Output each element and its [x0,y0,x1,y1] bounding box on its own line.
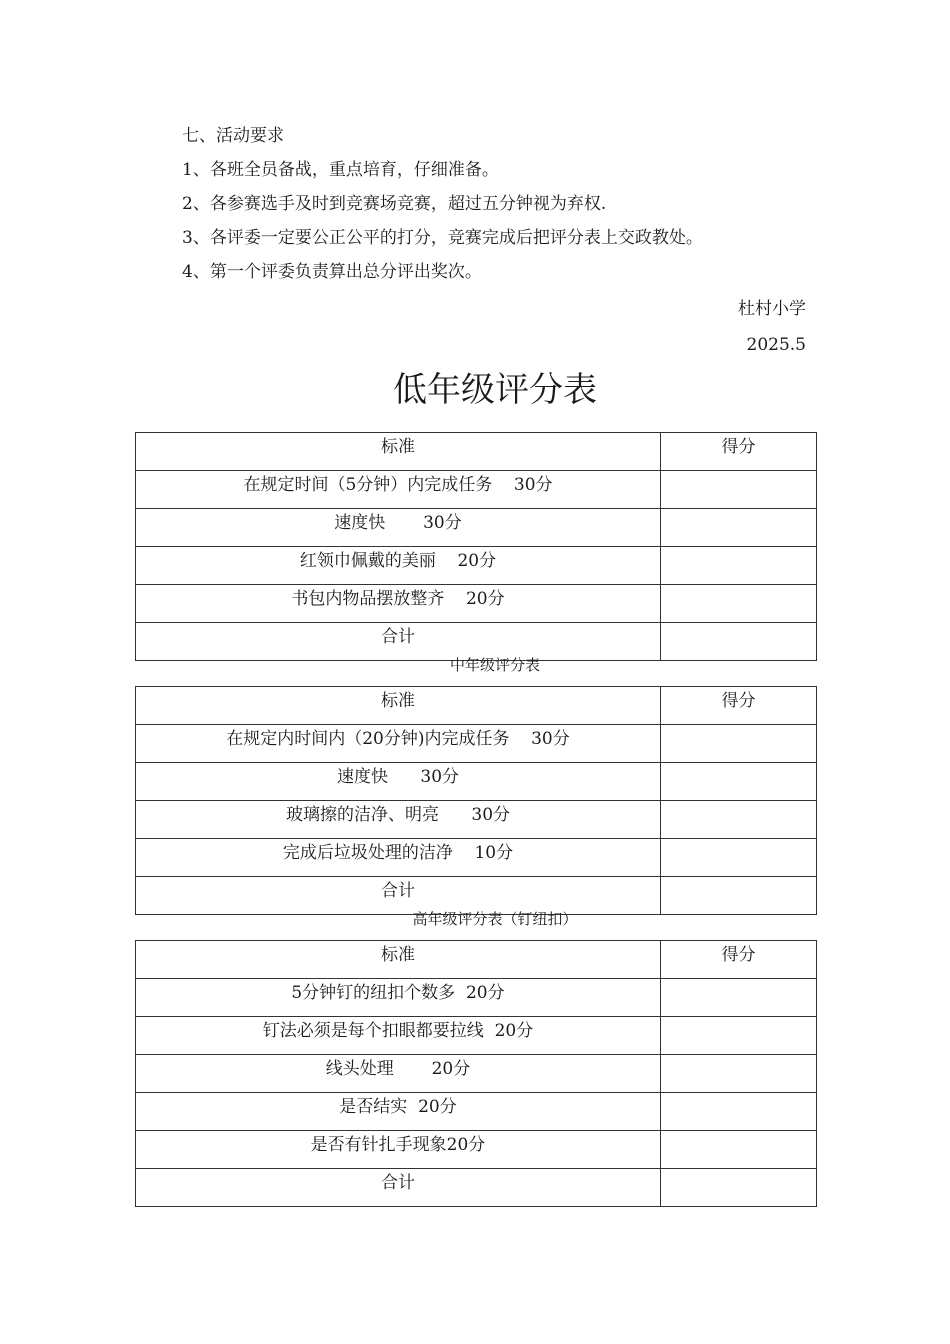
score-cell[interactable] [661,1017,817,1055]
criteria-header: 标准 [136,687,661,725]
table-header-row [136,941,817,979]
score-cell[interactable] [661,1055,817,1093]
table-header-row [136,687,817,725]
score-cell[interactable] [661,585,817,623]
table-row [136,1131,817,1169]
score-header: 得分 [661,433,817,471]
criteria-cell: 速度快 30分 [136,763,661,801]
requirement-item: 1、各班全员备战，重点培育，仔细准备。 [182,160,499,180]
section-heading: 七、活动要求 [182,126,284,146]
mid-grade-score-table [135,686,817,915]
table-row [136,585,817,623]
table-row [136,1055,817,1093]
table-row [136,725,817,763]
criteria-cell: 是否有针扎手现象20分 [136,1131,661,1169]
low-grade-score-table [135,432,817,661]
requirements-list [182,158,703,294]
score-cell[interactable] [661,801,817,839]
score-cell[interactable] [661,547,817,585]
criteria-cell: 线头处理 20分 [136,1055,661,1093]
criteria-cell: 速度快 30分 [136,509,661,547]
score-cell[interactable] [661,979,817,1017]
criteria-cell: 5分钟钉的纽扣个数多 20分 [136,979,661,1017]
table-row [136,839,817,877]
high-grade-title: 高年级评分表（钉纽扣） [412,910,578,928]
criteria-cell: 是否结实 20分 [136,1093,661,1131]
criteria-cell: 完成后垃圾处理的洁净 10分 [136,839,661,877]
high-grade-score-table [135,940,817,1207]
signature-block [738,297,806,369]
score-cell[interactable] [661,763,817,801]
table-row [136,471,817,509]
score-header: 得分 [661,941,817,979]
total-label: 合计 [136,877,661,915]
criteria-cell: 在规定内时间内（20分钟)内完成任务 30分 [136,725,661,763]
total-label: 合计 [136,1169,661,1207]
requirement-item: 3、各评委一定要公正公平的打分，竞赛完成后把评分表上交政教处。 [182,228,703,248]
table-row [136,801,817,839]
table-row [136,547,817,585]
score-cell[interactable] [661,471,817,509]
total-label: 合计 [136,623,661,661]
criteria-cell: 玻璃擦的洁净、明亮 30分 [136,801,661,839]
mid-grade-title: 中年级评分表 [449,656,540,674]
signature-org: 杜村小学 [738,299,806,319]
criteria-cell: 钉法必须是每个扣眼都要拉线 20分 [136,1017,661,1055]
score-cell[interactable] [661,839,817,877]
table-row [136,1017,817,1055]
table-row [136,1093,817,1131]
score-cell[interactable] [661,1131,817,1169]
low-grade-title: 低年级评分表 [393,370,597,410]
total-score-cell[interactable] [661,1169,817,1207]
criteria-cell: 红领巾佩戴的美丽 20分 [136,547,661,585]
table-row [136,509,817,547]
total-row [136,1169,817,1207]
requirement-item: 4、第一个评委负责算出总分评出奖次。 [182,262,482,282]
table-row [136,979,817,1017]
table-row [136,763,817,801]
score-header: 得分 [661,687,817,725]
score-cell[interactable] [661,725,817,763]
table-header-row [136,433,817,471]
criteria-cell: 书包内物品摆放整齐 20分 [136,585,661,623]
score-cell[interactable] [661,509,817,547]
requirement-item: 2、各参赛选手及时到竞赛场竞赛，超过五分钟视为弃权. [182,194,607,214]
score-cell[interactable] [661,1093,817,1131]
criteria-header: 标准 [136,941,661,979]
signature-date: 2025.5 [746,335,806,355]
criteria-cell: 在规定时间（5分钟）内完成任务 30分 [136,471,661,509]
criteria-header: 标准 [136,433,661,471]
